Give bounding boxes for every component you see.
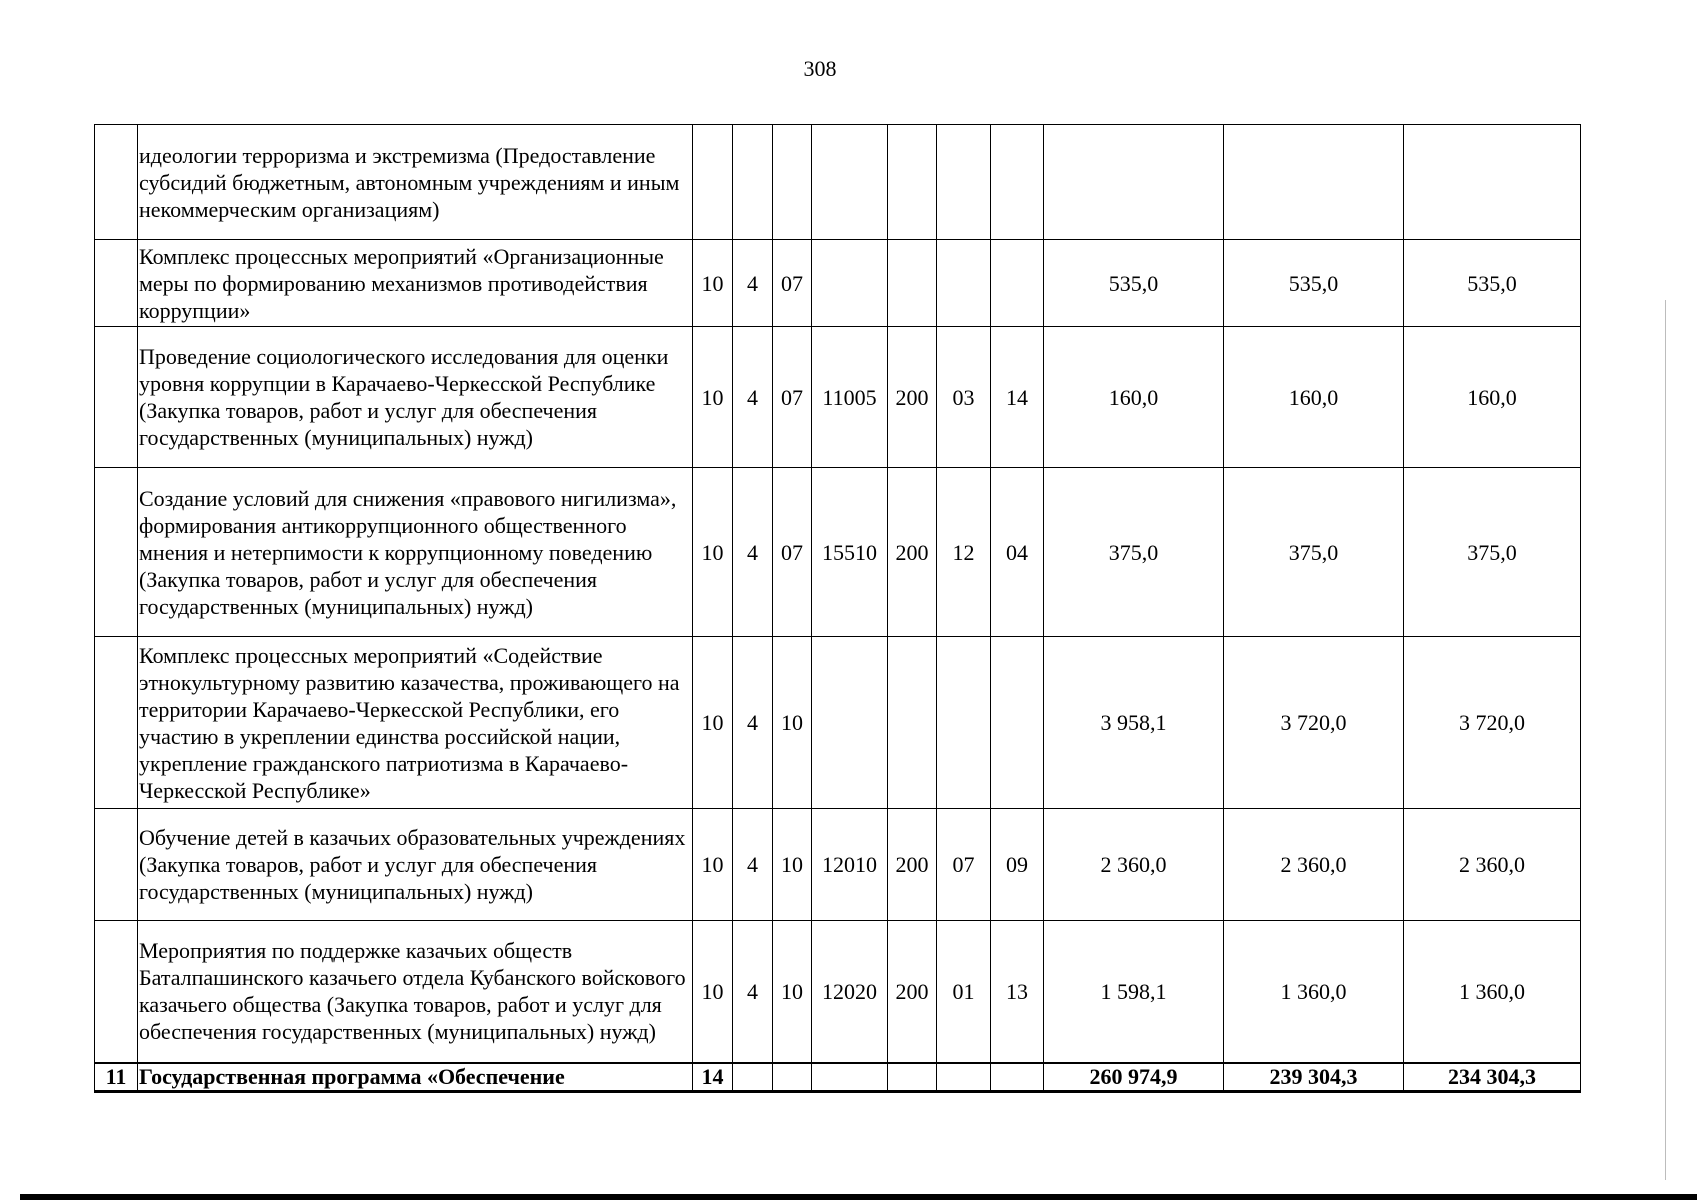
code-cell-1: 10 — [693, 468, 733, 637]
code-cell-4 — [812, 1063, 888, 1092]
amount-cell-3: 160,0 — [1404, 327, 1581, 468]
amount-cell-2: 535,0 — [1224, 240, 1404, 327]
amount-cell-3: 1 360,0 — [1404, 921, 1581, 1063]
code-cell-1: 10 — [693, 921, 733, 1063]
item-name-cell: Проведение социологического исследования для оценки уровня коррупции в Карачаево-Черкесской Республике (Закупка товаров, работ и услуг для обеспечения государственных (муниципальных) нужд) — [138, 327, 693, 468]
code-cell-6 — [937, 125, 991, 240]
code-cell-6: 01 — [937, 921, 991, 1063]
code-cell-7 — [991, 1063, 1044, 1092]
table-row — [95, 921, 1581, 1063]
table-row — [95, 240, 1581, 327]
scan-edge-line — [1665, 300, 1666, 1180]
code-cell-1: 10 — [693, 637, 733, 809]
amount-cell-3: 2 360,0 — [1404, 809, 1581, 921]
scan-bottom-bar — [20, 1194, 1697, 1200]
code-cell-2 — [733, 125, 773, 240]
code-cell-2: 4 — [733, 637, 773, 809]
code-cell-7: 04 — [991, 468, 1044, 637]
amount-cell-2 — [1224, 125, 1404, 240]
amount-cell-1: 160,0 — [1044, 327, 1224, 468]
table-row — [95, 637, 1581, 809]
budget-table — [94, 124, 1581, 1093]
amount-cell-2: 160,0 — [1224, 327, 1404, 468]
code-cell-2: 4 — [733, 468, 773, 637]
code-cell-6: 07 — [937, 809, 991, 921]
table-row — [95, 468, 1581, 637]
amount-cell-3: 3 720,0 — [1404, 637, 1581, 809]
row-number-cell: 11 — [95, 1063, 138, 1092]
code-cell-6 — [937, 240, 991, 327]
amount-cell-2: 2 360,0 — [1224, 809, 1404, 921]
amount-cell-1: 2 360,0 — [1044, 809, 1224, 921]
code-cell-3: 10 — [773, 637, 812, 809]
code-cell-6 — [937, 637, 991, 809]
row-number-cell — [95, 240, 138, 327]
row-number-cell — [95, 468, 138, 637]
row-number-cell — [95, 125, 138, 240]
total-amount-cell-3: 234 304,3 — [1404, 1063, 1581, 1092]
item-name-cell: идеологии терроризма и экстремизма (Предоставление субсидий бюджетным, автономным учреждениям и иным некоммерческим организациям) — [138, 125, 693, 240]
code-cell-5 — [888, 240, 937, 327]
amount-cell-1: 1 598,1 — [1044, 921, 1224, 1063]
code-cell-7: 13 — [991, 921, 1044, 1063]
code-cell-1: 14 — [693, 1063, 733, 1092]
code-cell-5: 200 — [888, 468, 937, 637]
row-number-cell — [95, 637, 138, 809]
code-cell-4: 11005 — [812, 327, 888, 468]
item-name-cell: Комплекс процессных мероприятий «Содействие этнокультурному развитию казачества, проживающего на территории Карачаево-Черкесской Республики, его участию в укреплении единства российской нации, укрепление гражданского патриотизма в Карачаево-Черкесской Республике» — [138, 637, 693, 809]
amount-cell-1: 535,0 — [1044, 240, 1224, 327]
page-number: 308 — [803, 56, 837, 81]
code-cell-3: 10 — [773, 921, 812, 1063]
total-amount-cell-1: 260 974,9 — [1044, 1063, 1224, 1092]
code-cell-4: 12020 — [812, 921, 888, 1063]
item-name-cell: Комплекс процессных мероприятий «Организационные меры по формированию механизмов противодействия коррупции» — [138, 240, 693, 327]
code-cell-3: 10 — [773, 809, 812, 921]
code-cell-5: 200 — [888, 921, 937, 1063]
amount-cell-3 — [1404, 125, 1581, 240]
code-cell-6: 03 — [937, 327, 991, 468]
item-name-cell: Обучение детей в казачьих образовательных учреждениях (Закупка товаров, работ и услуг для обеспечения государственных (муниципальных) нужд) — [138, 809, 693, 921]
code-cell-5: 200 — [888, 327, 937, 468]
program-total-row — [95, 1063, 1581, 1092]
code-cell-4: 12010 — [812, 809, 888, 921]
amount-cell-3: 375,0 — [1404, 468, 1581, 637]
code-cell-1: 10 — [693, 240, 733, 327]
code-cell-7: 14 — [991, 327, 1044, 468]
item-name-cell: Мероприятия по поддержке казачьих обществ Баталпашинского казачьего отдела Кубанского войскового казачьего общества (Закупка товаров, работ и услуг для обеспечения государственных (муниципальных) нужд) — [138, 921, 693, 1063]
code-cell-3 — [773, 125, 812, 240]
row-number-cell — [95, 921, 138, 1063]
table-row — [95, 125, 1581, 240]
code-cell-6 — [937, 1063, 991, 1092]
amount-cell-2: 375,0 — [1224, 468, 1404, 637]
code-cell-3: 07 — [773, 240, 812, 327]
code-cell-7 — [991, 240, 1044, 327]
code-cell-1 — [693, 125, 733, 240]
table-row — [95, 809, 1581, 921]
code-cell-5 — [888, 1063, 937, 1092]
code-cell-2: 4 — [733, 240, 773, 327]
row-number-cell — [95, 327, 138, 468]
code-cell-3: 07 — [773, 327, 812, 468]
program-name-cell: Государственная программа «Обеспечение — [138, 1063, 693, 1092]
amount-cell-3: 535,0 — [1404, 240, 1581, 327]
amount-cell-2: 1 360,0 — [1224, 921, 1404, 1063]
code-cell-3 — [773, 1063, 812, 1092]
code-cell-4: 15510 — [812, 468, 888, 637]
code-cell-2: 4 — [733, 921, 773, 1063]
code-cell-4 — [812, 637, 888, 809]
code-cell-3: 07 — [773, 468, 812, 637]
code-cell-5 — [888, 637, 937, 809]
code-cell-2: 4 — [733, 327, 773, 468]
item-name-cell: Создание условий для снижения «правового нигилизма», формирования антикоррупционного общественного мнения и нетерпимости к коррупционному поведению (Закупка товаров, работ и услуг для обеспечения государственных (муниципальных) нужд) — [138, 468, 693, 637]
table-row — [95, 327, 1581, 468]
code-cell-4 — [812, 125, 888, 240]
amount-cell-1 — [1044, 125, 1224, 240]
row-number-cell — [95, 809, 138, 921]
code-cell-7 — [991, 637, 1044, 809]
total-amount-cell-2: 239 304,3 — [1224, 1063, 1404, 1092]
amount-cell-2: 3 720,0 — [1224, 637, 1404, 809]
code-cell-1: 10 — [693, 809, 733, 921]
code-cell-5 — [888, 125, 937, 240]
code-cell-5: 200 — [888, 809, 937, 921]
code-cell-2 — [733, 1063, 773, 1092]
code-cell-4 — [812, 240, 888, 327]
code-cell-7: 09 — [991, 809, 1044, 921]
code-cell-7 — [991, 125, 1044, 240]
amount-cell-1: 3 958,1 — [1044, 637, 1224, 809]
code-cell-2: 4 — [733, 809, 773, 921]
code-cell-6: 12 — [937, 468, 991, 637]
code-cell-1: 10 — [693, 327, 733, 468]
amount-cell-1: 375,0 — [1044, 468, 1224, 637]
